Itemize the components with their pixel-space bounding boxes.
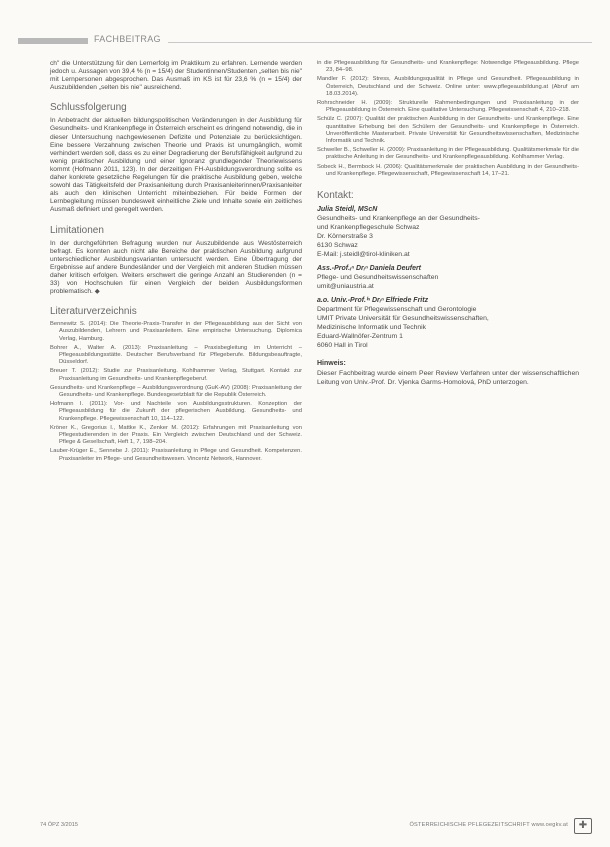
reference-item: Bennewitz S. (2014): Die Theorie-Praxis-Transfer in der Pflegeausbildung aus der Sicht von Auszubildenden, Lehrern und Praxisanleitern. Eine empirische Untersuchung. Diplomica Verlag, Hamburg. xyxy=(50,321,302,342)
reference-item: Mandler F. (2012): Stress, Ausbildungsqualität in Pflege und Gesundheit. Pflegeausbildung in Österreich, Deutschland und der Schweiz. Online unter: www.pflegeausbildung.at (Abruf am 18.03.2014). xyxy=(317,76,579,97)
right-column xyxy=(317,60,579,387)
contact-name: a.o. Univ.-Prof.ⁱⁿ Drᵢⁿ Elfriede Fritz xyxy=(317,297,429,305)
reference-item: Gesundheits- und Krankenpflege – Ausbildungsverordnung (GuK-AV) (2008): Praxisanleitung der Gesundheits- und Krankenpflege. Bundesgesetzblatt für die Republik Österreich. xyxy=(50,384,302,398)
reference-item: in die Pflegeausbildung für Gesundheits- und Krankenpflege: Notwendige Pflegeausbildung. Pflege 23, 84–98. xyxy=(317,60,579,74)
intro-paragraph: ch" die Unterstützung für den Lernerfolg im Praktikum zu erfahren. Lernende werden jedoch u. Aussagen von 39,4 % (n = 15/4) der Studentinnen/Studenten „selten bis nie" mit Lernpersonen abgesprochen. Das Ausmaß im KS ist für 23,6 % (n = 15/4) der Auszubildenden „selten bis nie" ausreichend. xyxy=(50,60,302,92)
section-heading-references: Literaturverzeichnis xyxy=(50,306,137,318)
contact-line: UMIT Private Universität für Gesundheitswissenschaften, xyxy=(317,315,489,323)
reference-item: Hofmann I. (2011): Vor- und Nachteile von Ausbildungsstrukturen. Konzeption der Pflegeausbildung für die Zukunft der pflegerischen Ausbildung. Gesundheits- und Krankenpflege. Pflegewissenschaft 10, 114–122. xyxy=(50,401,302,422)
section-heading-conclusion: Schlussfolgerung xyxy=(50,102,127,114)
reference-list-right xyxy=(317,60,579,178)
contact-block xyxy=(317,206,579,259)
contact-line: und Krankenpflegeschule Schwaz xyxy=(317,224,420,232)
note-text: Dieser Fachbeitrag wurde einem Peer Review Verfahren unter der wissenschaftlichen Leitung von Univ.-Prof. Dr. Vjenka Garms-Homolová, PhD unterzogen. xyxy=(317,369,579,386)
reference-item: Breuer T. (2012): Studie zur Praxisanleitung. Kohlhammer Verlag, Stuttgart. Kontakt zur Praxisanleitung im Gesundheits- und Krankenpflegeberuf. xyxy=(50,368,302,382)
contact-name: Julia Steidl, MScN xyxy=(317,206,378,214)
reference-item: Sobeck H., Bermbock H. (2006): Qualitätsmerkmale der praktischen Ausbildung in der Gesundheits- und Krankenpflege. Pflegewissenschaft, Pflegewissenschaft 14, 17–21. xyxy=(317,163,579,177)
contact-line: Gesundheits- und Krankenpflege an der Gesundheits- xyxy=(317,215,480,223)
contact-line: 6060 Hall in Tirol xyxy=(317,342,368,350)
left-column xyxy=(50,60,302,465)
contact-line: Dr. Körnerstraße 3 xyxy=(317,233,373,241)
page-footer xyxy=(40,820,592,832)
running-header xyxy=(18,34,592,48)
conclusion-paragraph: In Anbetracht der aktuellen bildungspolitischen Veränderungen in der Ausbildung für Gesundheits- und Krankenpflege in Österreich erscheint es dringend notwendig, die in dieser Untersuchung nachgewiesenen Defizite und Potenziale zu berücksichtigen. Eine bessere Verzahnung zwischen Theorie und Praxis ist unumgänglich, womit verhindert werden soll, dass es zu einer Degradierung der Berufsfähigkeit aufgrund zu wenig praktischer Ausbildung und einer Ignoranz grundlegender Theoriewissens kommt (Hofmann 2011, 123). In der derzeitigen FH-Ausbildungsverordnung sollte es daher konkrete gesetzliche Regelungen für die praktische Ausbildung geben, welche sowohl das Tätigkeitsfeld der Praxisanleitung durch Praxisanleiterinnen/Praxisanleiter als auch den klinischen Unterricht miteinbeziehen. Für beide Formen der Lernbegleitung müssen bundesweit einheitliche Ziele und Inhalte sowie ein zeitliches Ausmaß definiert und geregelt werden. xyxy=(50,117,302,214)
reference-item: Kröner K., Gregorius I., Mattke K., Zenker M. (2012): Erfahrungen mit Praxisanleitung von Pflegestudierenden in der Praxis. Ein Vergleich zwischen Deutschland und der Schweiz. Pflege & Gesellschaft, Heft 1, 7, 198–204. xyxy=(50,424,302,446)
limitations-paragraph xyxy=(50,240,302,297)
cross-logo-icon: ✚ xyxy=(574,818,592,834)
contact-line: 6130 Schwaz xyxy=(317,242,358,250)
contact-line: Medizinische Informatik und Technik xyxy=(317,324,427,332)
contact-line: Eduard-Wallnöfer-Zentrum 1 xyxy=(317,333,403,341)
note-heading: Hinweis: xyxy=(317,360,346,368)
contact-block xyxy=(317,297,579,350)
reference-item: Bohrer A., Walter A. (2013): Praxisanleitung – Praxisbegleitung im Unterricht – Pflegeausbildungsstätte. Deutscher Berufsverband für Pflegeberufe. Bildungsbeauftragte, Düsseldorf. xyxy=(50,344,302,366)
reference-item: Schweller B., Schweller H. (2009): Praxisanleitung in der Pflegeausbildung. Qualitätsmerkmale für die praktische Anleitung in der Gesundheits- und Krankenpflegeausbildung. Kohlhammer Verlag. xyxy=(317,147,579,161)
reference-item: Schülz C. (2007): Qualität der praktischen Ausbildung in der Gesundheits- und Krankenpflege. Eine quantitative Erhebung bei den Schülern der Gesundheits- und Krankenpflege in Österreich. Unveröffentlichte Masterarbeit. Private Universität für Gesundheitswissenschaften, Medizinische Informatik und Technik. xyxy=(317,116,579,145)
page-number: 74 ÖPZ 3/2015 xyxy=(40,822,78,828)
reference-item: Rohrschneider H. (2009): Strukturelle Rahmenbedingungen und Praxisanleitung in der Pflegeausbildung in Österreich. Eine qualitative Untersuchung. Pflegewissenschaft 4, 210–218. xyxy=(317,100,579,114)
section-label: FACHBEITRAG xyxy=(94,34,161,44)
contact-line: Department für Pflegewissenschaft und Gerontologie xyxy=(317,306,477,314)
contact-heading: Kontakt: xyxy=(317,190,354,202)
header-rule xyxy=(168,42,592,43)
reference-item: Lauber-Krüger E., Sennebe J. (2011): Praxisanleitung in Pflege und Gesundheit. Kompetenzen. Praxisanleiter im Pflege- und Gesundheitswesen. Vincentz Network, Hannover. xyxy=(50,448,302,462)
header-bar xyxy=(18,38,88,44)
contact-email[interactable]: E-Mail: j.steidl@tirol-kliniken.at xyxy=(317,251,410,259)
limitations-text: In der durchgeführten Befragung wurden nur Auszubildende aus Westösterreich befragt. Es konnten auch nicht alle Bereiche der praktischen Ausbildung aufgrund unterschiedlicher Ausbildungsvarianten untersucht werden. Eine Übertragung der Ergebnisse auf andere Bundesländer und der Vergleich mit anderen Studien müssen daher kritisch erfolgen. Weiters erschwert die geringe Anzahl an Studierenden (n = 33) von Hochschulen für einen Vergleich der beiden Ausbildungsformen problematisch. xyxy=(50,239,302,296)
contact-block xyxy=(317,265,579,291)
reference-list-left xyxy=(50,321,302,463)
section-heading-limitations: Limitationen xyxy=(50,224,104,236)
end-mark-icon: ◆ xyxy=(94,288,100,296)
contact-name: Ass.-Prof.ᵢⁿ Drᵢⁿ Daniela Deufert xyxy=(317,265,422,273)
contact-line: umit@uniaustria.at xyxy=(317,283,374,291)
contact-line: Pflege- und Gesundheitswissenschaften xyxy=(317,274,439,282)
journal-name: ÖSTERREICHISCHE PFLEGEZEITSCHRIFT www.oegkv.at xyxy=(409,822,568,828)
